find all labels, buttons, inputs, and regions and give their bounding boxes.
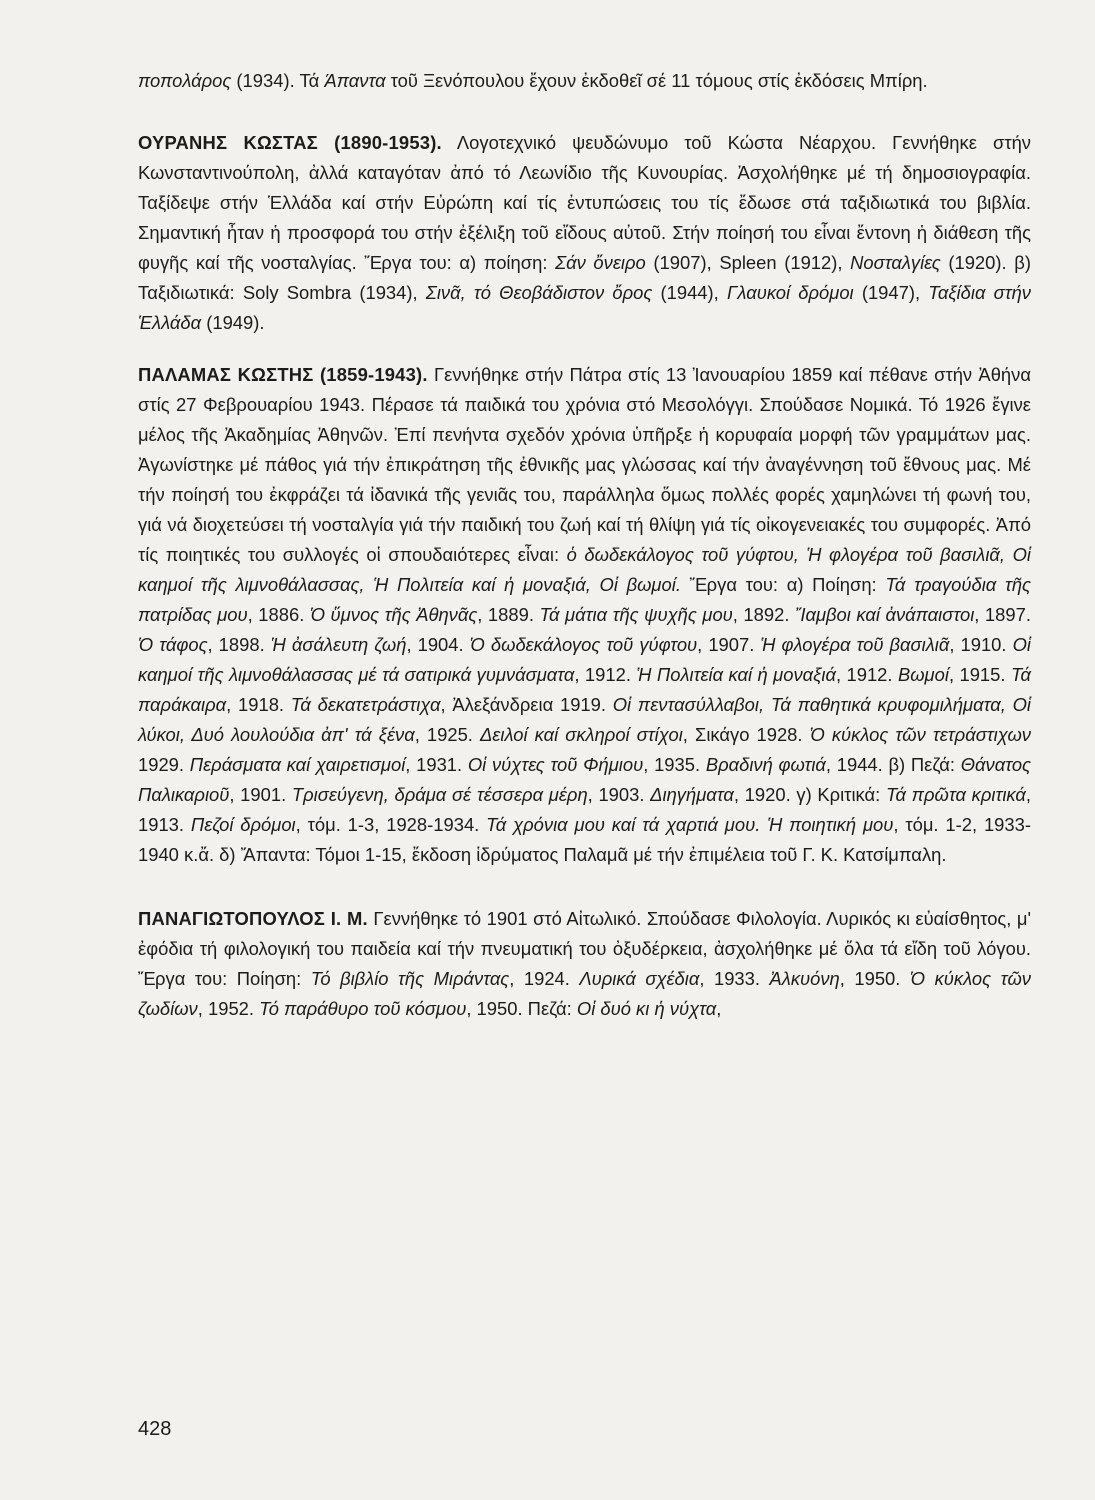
body-text: , 1924. xyxy=(509,968,580,989)
work-title-text: Πεζοί δρόμοι xyxy=(190,814,296,835)
body-text: , 1903. xyxy=(587,784,651,805)
work-title-text: Περάσματα καί χαιρετισμοί xyxy=(189,754,406,775)
body-text: Γεννήθηκε τό 1901 στό Αἰτωλικό. Σπούδασε Φιλολογία. Λυρικός κι εὐαίσθητος, μ' ἐφόδια τή φιλολογική του παιδεία καί τήν πνευματική του ὀξυδέρκεια, ἀσχολήθηκε μέ ὅλα τά εἴδη τοῦ λόγου. Ἔργα του: Ποίηση: xyxy=(138,908,1031,989)
body-text: , Ἀλεξάνδρεια 1919. xyxy=(440,694,613,715)
body-text: , 1944. β) Πεζά: xyxy=(825,754,961,775)
work-title-text: Γλαυκοί δρόμοι xyxy=(726,282,854,303)
work-title-text: ὁ δωδεκάλογος τοῦ γύφτου, Ἡ φλογέρα τοῦ βασιλιᾶ, Οἱ καημοί τῆς λιμνοθάλασσας, Ἡ Πολιτεία καί ἡ μοναξιά, Οἱ βωμοί. xyxy=(138,544,1031,595)
entry-palamas xyxy=(138,360,1031,870)
work-title-text: Βραδινή φωτιά xyxy=(705,754,826,775)
work-title-text: Ἡ Πολιτεία καί ἡ μοναξιά xyxy=(636,664,836,685)
work-title-text: Ταξίδια στήν Ἑλλάδα xyxy=(138,282,1031,333)
body-text: τοῦ Ξενόπουλου ἔχουν ἐκδοθεῖ σέ 11 τόμους στίς ἐκδόσεις Μπίρη. xyxy=(385,70,928,91)
body-text: , 1897. xyxy=(974,604,1031,625)
work-title-text: Τά παράκαιρα xyxy=(138,664,1031,715)
body-text: , 1933. xyxy=(699,968,770,989)
body-text: , τόμ. 1-3, 1928-1934. xyxy=(295,814,487,835)
body-text: , 1898. xyxy=(207,634,271,655)
body-text: , 1910. xyxy=(949,634,1013,655)
work-title-text: Ἡ φλογέρα τοῦ βασιλιᾶ xyxy=(760,634,950,655)
body-text: , 1931. xyxy=(405,754,468,775)
body-text: (1949). xyxy=(201,312,265,333)
work-title-text: Νοσταλγίες xyxy=(850,252,941,273)
body-text: , 1950. xyxy=(839,968,910,989)
work-title-text: Οἱ δυό κι ἡ νύχτα xyxy=(576,998,717,1019)
work-title-text: Τά δεκατετράστιχα xyxy=(290,694,441,715)
page-number: 428 xyxy=(138,1418,172,1440)
work-title-text: Σινᾶ, τό Θεοβάδιστον ὄρος xyxy=(425,282,653,303)
body-text: Ἔργα του: α) Ποίηση: xyxy=(680,574,886,595)
work-title-text: ποπολάρος xyxy=(138,70,232,91)
body-text: , 1950. Πεζά: xyxy=(466,998,577,1019)
work-title-text: Βωμοί xyxy=(897,664,949,685)
body-text: (1920). β) Ταξιδιωτικά: Soly Sombra (1934), xyxy=(138,252,1031,303)
work-title-text: Διηγήματα xyxy=(650,784,734,805)
body-text: Λογοτεχνικό ψευδώνυμο τοῦ Κώστα Νέαρχου. Γεννήθηκε στήν Κωνσταντινούπολη, ἀλλά καταγόταν ἀπό τό Λεωνίδιο τῆς Κυνουρίας. Ἀσχολήθηκε μέ τή δημοσιογραφία. Ταξίδεψε στήν Ἑλλάδα καί στήν Εὐρώπη καί τίς ἐντυπώσεις του τίς ἔδωσε στά ταξιδιωτικά του βιβλία. Σημαντική ἦταν ἡ προσφορά του στήν ἐξέλιξη τοῦ εἴδους αὐτοῦ. Στήν ποίησή του εἶναι ἔντονη ἡ διάθεση τῆς φυγῆς καί τῆς νοσταλγίας. Ἔργα του: α) ποίηση: xyxy=(138,132,1032,273)
work-title-text: Ὁ δωδεκάλογος τοῦ γύφτου xyxy=(469,634,698,655)
body-text: , τόμ. 1-2, 1933-1940 κ.ἄ. δ) Ἄπαντα: Τόμοι 1-15, ἔκδοση ἱδρύματος Παλαμᾶ μέ τήν ἐπιμέλεια τοῦ Γ. Κ. Κατσίμπαλη. xyxy=(138,814,1031,865)
entry-panagiotopoulos xyxy=(138,904,1031,1024)
work-title-text: Σάν ὄνειρο xyxy=(555,252,646,273)
body-text: , Σικάγο 1928. xyxy=(682,724,810,745)
body-text: , 1901. xyxy=(229,784,292,805)
body-text: (1907), Spleen (1912), xyxy=(645,252,851,273)
body-text: , 1913. xyxy=(138,784,1031,835)
work-title-text: Ὁ κύκλος τῶν τετράστιχων xyxy=(809,724,1031,745)
work-title-text: Ἀλκυόνη xyxy=(769,968,840,989)
work-title-text: Ἡ ἀσάλευτη ζωή xyxy=(270,634,407,655)
body-text: , 1907. xyxy=(697,634,761,655)
work-title-text: Θάνατος Παλικαριοῦ xyxy=(138,754,1031,805)
body-text: , 1925. xyxy=(414,724,480,745)
entry-heading: ΟΥΡΑΝΗΣ ΚΩΣΤΑΣ (1890-1953). xyxy=(138,132,442,153)
body-text: (1934). Τά xyxy=(231,70,325,91)
work-title-text: Άπαντα xyxy=(324,70,386,91)
work-title-text: Οἱ καημοί τῆς λιμνοθάλασσας μέ τά σατιρικά γυμνάσματα xyxy=(138,634,1031,685)
work-title-text: Δειλοί καί σκληροί στίχοι xyxy=(479,724,683,745)
body-text: , 1889. xyxy=(477,604,540,625)
work-title-text: Τά τραγούδια τῆς πατρίδας μου xyxy=(138,574,1032,625)
work-title-text: Λυρικά σχέδια xyxy=(579,968,700,989)
body-text: , 1892. xyxy=(732,604,795,625)
entry-xenopoulos-continuation xyxy=(138,66,1031,96)
entry-heading: ΠΑΝΑΓΙΩΤΟΠΟΥΛΟΣ Ι. Μ. xyxy=(138,908,368,929)
work-title-text: Ὁ ὕμνος τῆς Ἀθηνᾶς xyxy=(309,604,478,625)
work-title-text: Ἴαμβοι καί ἀνάπαιστοι xyxy=(794,604,975,625)
body-text: Γεννήθηκε στήν Πάτρα στίς 13 Ἰανουαρίου 1859 καί πέθανε στήν Ἀθήνα στίς 27 Φεβρουαρίου 1943. Πέρασε τά παιδικά του χρόνια στό Μεσολόγγι. Σπούδασε Νομικά. Τό 1926 ἔγινε μέλος τῆς Ἀκαδημίας Ἀθηνῶν. Ἐπί πενήντα σχεδόν χρόνια ὑπῆρξε ἡ κορυφαία μορφή τῶν γραμμάτων μας. Ἀγωνίστηκε μέ πάθος γιά τήν ἐπικράτηση τῆς ἐθνικῆς μας γλώσσας καί τήν ἀναγέννηση τοῦ ἔθνους μας. Μέ τήν ποίησή του ἐκφράζει τά ἰδανικά τῆς γενιᾶς του, παράλληλα ὅμως πολλές φορές χαμηλώνει τή φωνή του, γιά νά διοχετεύσει τή νοσταλγία γιά τήν παιδική του ζωή καί τή θλίψη γιά τίς οἰκογενειακές του συμφορές. Ἀπό τίς ποιητικές του συλλογές οἱ σπουδαιότερες εἶναι: xyxy=(138,364,1031,565)
work-title-text: Τά μάτια τῆς ψυχῆς μου xyxy=(539,604,733,625)
body-text: 1929. xyxy=(138,754,190,775)
work-title-text: Τά πρῶτα κριτικά xyxy=(885,784,1026,805)
body-text: , 1912. xyxy=(574,664,637,685)
body-text: , 1952. xyxy=(197,998,260,1019)
body-text: , 1920. γ) Κριτικά: xyxy=(733,784,886,805)
body-text: , 1886. xyxy=(247,604,310,625)
body-text: , 1915. xyxy=(948,664,1011,685)
body-text: (1947), xyxy=(853,282,929,303)
work-title-text: Ὁ τάφος xyxy=(138,634,208,655)
body-text: , 1935. xyxy=(643,754,706,775)
body-text: (1944), xyxy=(652,282,727,303)
work-title-text: Οἱ νύχτες τοῦ Φήμιου xyxy=(467,754,644,775)
work-title-text: Τρισεύγενη, δράμα σέ τέσσερα μέρη xyxy=(291,784,588,805)
body-text: , 1912. xyxy=(835,664,898,685)
work-title-text: Τό βιβλίο τῆς Μιράντας xyxy=(310,968,510,989)
work-title-text: Οἱ πεντασύλλαβοι, Τά παθητικά κρυφομιλήματα, Οἱ λύκοι, Δυό λουλούδια ἀπ' τά ξένα xyxy=(138,694,1031,745)
entry-ouranis xyxy=(138,128,1031,338)
work-title-text: Τά χρόνια μου καί τά χαρτιά μου. Ἡ ποιητική μου xyxy=(486,814,894,835)
work-title-text: Ὁ κύκλος τῶν ζωδίων xyxy=(138,968,1031,1019)
body-text: , xyxy=(716,998,722,1019)
body-text: , 1918. xyxy=(226,694,291,715)
entry-heading: ΠΑΛΑΜΑΣ ΚΩΣΤΗΣ (1859-1943). xyxy=(138,364,428,385)
work-title-text: Τό παράθυρο τοῦ κόσμου xyxy=(259,998,467,1019)
body-text: , 1904. xyxy=(406,634,470,655)
